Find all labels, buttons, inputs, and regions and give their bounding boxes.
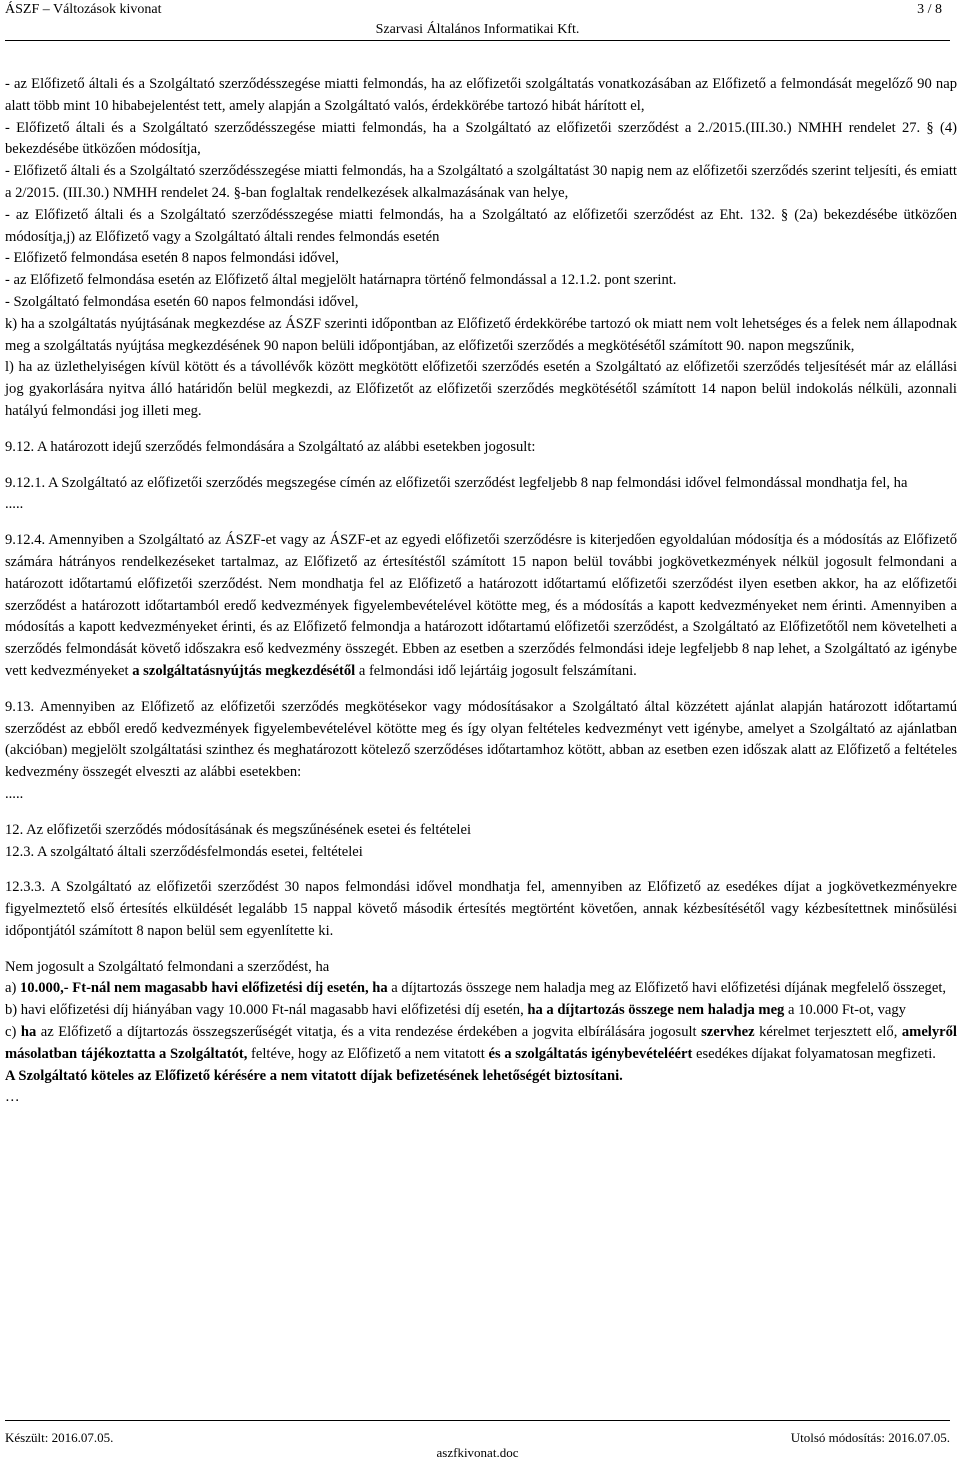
header-company: Szarvasi Általános Informatikai Kft. <box>375 22 580 37</box>
section-heading: 9.12. A határozott idejű szerződés felmondására a Szolgáltató az alábbi esetekben jogosult: <box>5 438 536 455</box>
page-footer <box>5 1420 950 1460</box>
bold-run: A Szolgáltató köteles az Előfizető kérésére a nem vitatott díjak befizetésének lehetőségét biztosítani. <box>5 1067 623 1084</box>
ellipsis: ..... <box>5 496 24 513</box>
text-run: kérelmet terjesztett elő, <box>754 1024 902 1041</box>
subsection-heading: 12.3. A szolgáltató általi szerződésfelmondás esetei, feltételei <box>5 843 363 860</box>
text-run: c) <box>5 1024 21 1041</box>
bold-paragraph <box>5 1066 957 1088</box>
bold-run: ha <box>20 1024 37 1041</box>
header-title: ÁSZF – Változások kivonat <box>5 2 162 17</box>
paragraph: - Előfizető felmondása esetén 8 napos felmondási idővel, <box>5 250 339 267</box>
section-heading: 12. Az előfizetői szerződés módosításának és megszűnésének esetei és feltételei <box>5 821 472 838</box>
paragraph <box>5 530 957 683</box>
list-item <box>5 978 957 1000</box>
file-name: aszfkivonat.doc <box>436 1445 519 1460</box>
paragraph: - az Előfizető felmondása esetén az Előfizető által megjelölt határnapra történő felmondással a 12.1.2. pont szerint. <box>5 272 677 289</box>
ellipsis: ..... <box>5 785 24 802</box>
paragraph: l) ha az üzlethelyiségen kívül kötött és a távollévők között megkötött előfizetői szerződés esetén a Szolgáltató az előfizetői szerződés teljesítését már az elállási jog gyakorlására nyitva álló határidőn belül megkezdi, az Előfizetőt az előfizetői szerződés megkötésétől számított 14 napon belül indokolás nélküli, azonnali hatályú felmondási jog illeti meg. <box>5 359 957 419</box>
page-header <box>5 0 950 41</box>
text-run: feltéve, hogy az Előfizető a nem vitatott <box>247 1045 489 1062</box>
bold-run: 10.000,- Ft-nál nem magasabb havi előfizetési díj esetén, ha <box>20 980 388 997</box>
text-run: esedékes díjakat folyamatosan megfizeti. <box>692 1045 936 1062</box>
ellipsis: … <box>5 1089 20 1106</box>
bold-run: és a szolgáltatás igénybevételéért <box>488 1045 693 1062</box>
text-run: a 10.000 Ft-ot, vagy <box>784 1002 906 1019</box>
list-item <box>5 1000 957 1022</box>
paragraph: - Szolgáltató felmondása esetén 60 napos felmondási idővel, <box>5 293 359 310</box>
paragraph: 12.3.3. A Szolgáltató az előfizetői szerződést 30 napos felmondási idővel mondhatja fel, amennyiben az Előfizető az esedékes díjat a jogkövetkezményekre figyelmeztető első értesítés elküldését legalább 15 nappal követő második értesítés megtörtént követően, annak kézbesítésétől vagy kézbesítettnek minősülési időpontjától számított 8 napon belül sem egyenlítette ki. <box>5 879 957 939</box>
paragraph: 9.13. Amennyiben az Előfizető az előfizetői szerződés megkötésekor vagy módosításakor a Szolgáltató által közzétett ajánlat alapján határozott időtartamú szerződést az ebből eredő kedvezmények figyelembevételével kötötte meg és így olyan feltételes kedvezményt vett igénybe, amelyet a Szolgáltató az ajánlatban (akcióban) megjelölt szolgáltatási szinthez és meghatározott kötelező szerződéses időtartamhoz kötött, abban az esetben ezen időszak alatt az Előfizető a feltételes kedvezmény összegét elveszti az alábbi esetekben: <box>5 698 957 781</box>
paragraph: 9.12.1. A Szolgáltató az előfizetői szerződés megszegése címén az előfizetői szerződést legfeljebb 8 nap felmondási idővel felmondással mondhatja fel, ha <box>5 474 908 491</box>
paragraph: Nem jogosult a Szolgáltató felmondani a szerződést, ha <box>5 958 330 975</box>
text-run: a díjtartozás összege nem haladja meg az Előfizető havi előfizetési díjának megfelelő összeget, <box>387 980 947 997</box>
modified-date: Utolsó módosítás: 2016.07.05. <box>790 1430 950 1445</box>
text-run: a) <box>5 980 20 997</box>
bold-run: ha a díjtartozás összege nem haladja meg <box>527 1002 785 1019</box>
list-item <box>5 1022 957 1066</box>
text-run: 9.12.4. Amennyiben a Szolgáltató az ÁSZF-et vagy az ÁSZF-et az egyedi előfizetői szerződésre is kiterjedően egyoldalúan módosítja és a módosítás az Előfizető számára hátrányos rendelkezéseket tartalmaz, az Előfizető az értesítéstől számított 15 napon belül további jogkövetkezmények nélkül jogosult felmondani a határozott időtartamú előfizetői szerződést. Nem mondhatja fel az Előfizető a határozott időtartamú előfizetői szerződést ilyen esetben akkor, ha az előfizetői szerződést a határozott időtartamból eredő kedvezmények figyelembevételével kötötte meg, és a módosítás a kapott kedvezményeket nem érinti. Amennyiben a módosítás a kapott kedvezményeket érinti, és az Előfizető felmondja a határozott időtartamú előfizetői szerződést, a Szolgáltató az Előfizetőtől nem követelheti a szerződés felmondását követő időszakra eső kedvezmény összegét. Ebben az esetben a szerződés felmondási ideje legfeljebb 8 nap lehet, a Szolgáltató az igénybe vett kedvezményeket <box>5 532 957 679</box>
paragraph: - az Előfizető általi és a Szolgáltató szerződésszegése miatti felmondás, ha a Szolgáltató az előfizetői szerződést az Eht. 132. § (2a) bekezdésébe ütközően módosítja,j) az Előfizető vagy a Szolgáltató általi rendes felmondás esetén <box>5 206 957 245</box>
page-number: 3 / 8 <box>917 2 942 17</box>
created-date: Készült: 2016.07.05. <box>5 1430 114 1445</box>
paragraph: - Előfizető általi és a Szolgáltató szerződésszegése miatti felmondás, ha a Szolgáltató a szolgáltatást 30 napig nem az előfizetői szerződés szerint teljesíti, és emiatt a 2/2015. (III.30.) NMHH rendelet 24. §-ban foglaltak rendelkezések alkalmazásának van helye, <box>5 163 957 201</box>
text-run: b) havi előfizetési díj hiányában vagy 10.000 Ft-nál magasabb havi előfizetési díj esetén, <box>5 1002 528 1019</box>
paragraph: - az Előfizető általi és a Szolgáltató szerződésszegése miatti felmondás, ha az előfizetői szolgáltatás vonatkozásában az Előfizető a felmondását megelőző 90 nap alatt több mint 10 hibabejelentést tett, amely alapján a Szolgáltató valós, érdekkörébe tartozó hibát hárított el, <box>5 76 957 114</box>
paragraph: - Előfizető általi és a Szolgáltató szerződésszegése miatti felmondás, ha a Szolgáltató az előfizetői szerződést a 2./2015.(III.30.) NMHH rendelet 27. § (4) bekezdésébe ütközően módosítja, <box>5 119 957 158</box>
bold-run: a szolgáltatásnyújtás megkezdésétől <box>132 662 356 679</box>
text-run: a felmondási idő lejártáig jogosult felszámítani. <box>355 662 637 679</box>
document-body <box>5 74 957 1109</box>
text-run: az Előfizető a díjtartozás összegszerűségét vitatja, és a vita rendezése érdekében a jogvita elbírálására jogosult <box>36 1024 702 1041</box>
bold-run: szervhez <box>701 1024 755 1041</box>
bold-run: amelyről másolatban tájékoztatta a Szolgáltatót, <box>5 1024 957 1062</box>
paragraph: k) ha a szolgáltatás nyújtásának megkezdése az ÁSZF szerinti időpontban az Előfizető érdekkörébe tartozó ok miatt nem volt lehetséges és a felek nem állapodnak meg a szolgáltatás nyújtása megkezdésének 90 napon belüli időpontjában, az előfizetői szerződés a megkötésétől számított 90. napon megszűnik, <box>5 315 957 354</box>
